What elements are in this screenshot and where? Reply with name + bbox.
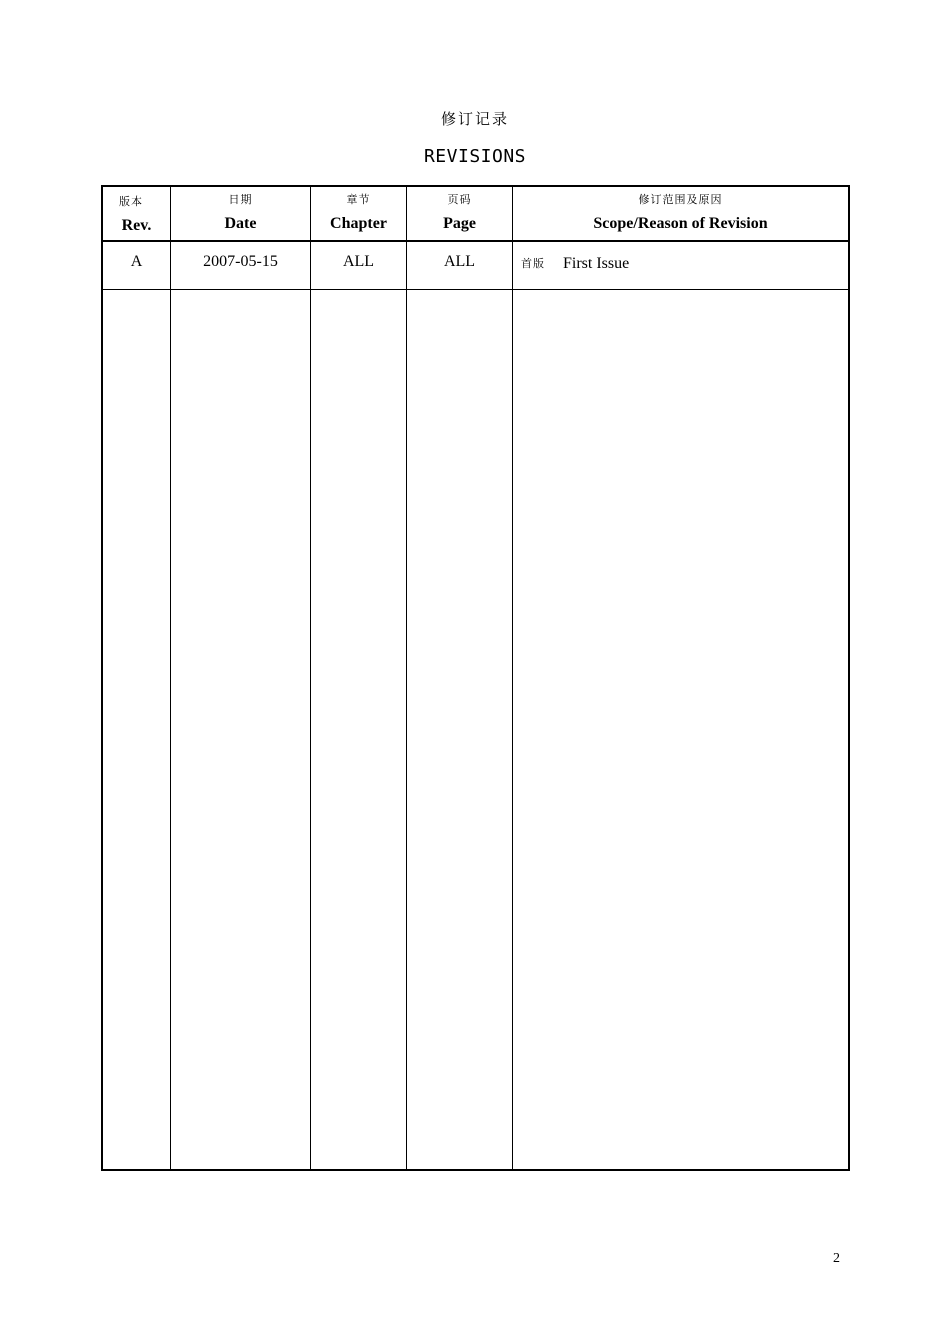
header-chapter-cn: 章节 xyxy=(346,193,371,206)
column-divider xyxy=(406,187,407,1169)
revisions-table xyxy=(101,185,850,1171)
header-date xyxy=(171,193,310,233)
row-rev: A xyxy=(130,253,143,270)
row-scope xyxy=(521,255,629,273)
title-revisions: REVISIONS xyxy=(423,146,527,167)
column-divider xyxy=(512,187,513,1169)
title-chinese: 修订记录 xyxy=(440,110,509,128)
header-rev-en: Rev. xyxy=(121,217,152,234)
header-scope-cn: 修订范围及原因 xyxy=(638,193,723,206)
page-number: 2 xyxy=(833,1251,840,1266)
header-page-cn: 页码 xyxy=(447,193,472,206)
header-date-cn: 日期 xyxy=(228,193,253,206)
header-rev xyxy=(103,195,170,235)
header-scope-en: Scope/Reason of Revision xyxy=(593,215,768,232)
column-divider xyxy=(170,187,171,1169)
header-date-en: Date xyxy=(224,215,257,232)
header-chapter xyxy=(311,193,406,233)
column-divider xyxy=(310,187,311,1169)
header-page-en: Page xyxy=(443,215,476,232)
header-scope xyxy=(513,193,848,233)
row-scope-en: First Issue xyxy=(563,255,630,273)
row-page: ALL xyxy=(443,253,476,270)
row-date: 2007-05-15 xyxy=(203,253,278,270)
header-page xyxy=(407,193,512,233)
row-scope-cn: 首版 xyxy=(521,257,545,271)
row-chapter: ALL xyxy=(342,253,375,270)
row-divider xyxy=(103,289,848,290)
header-divider xyxy=(103,240,848,242)
header-rev-cn: 版本 xyxy=(119,195,143,208)
header-chapter-en: Chapter xyxy=(330,215,387,232)
